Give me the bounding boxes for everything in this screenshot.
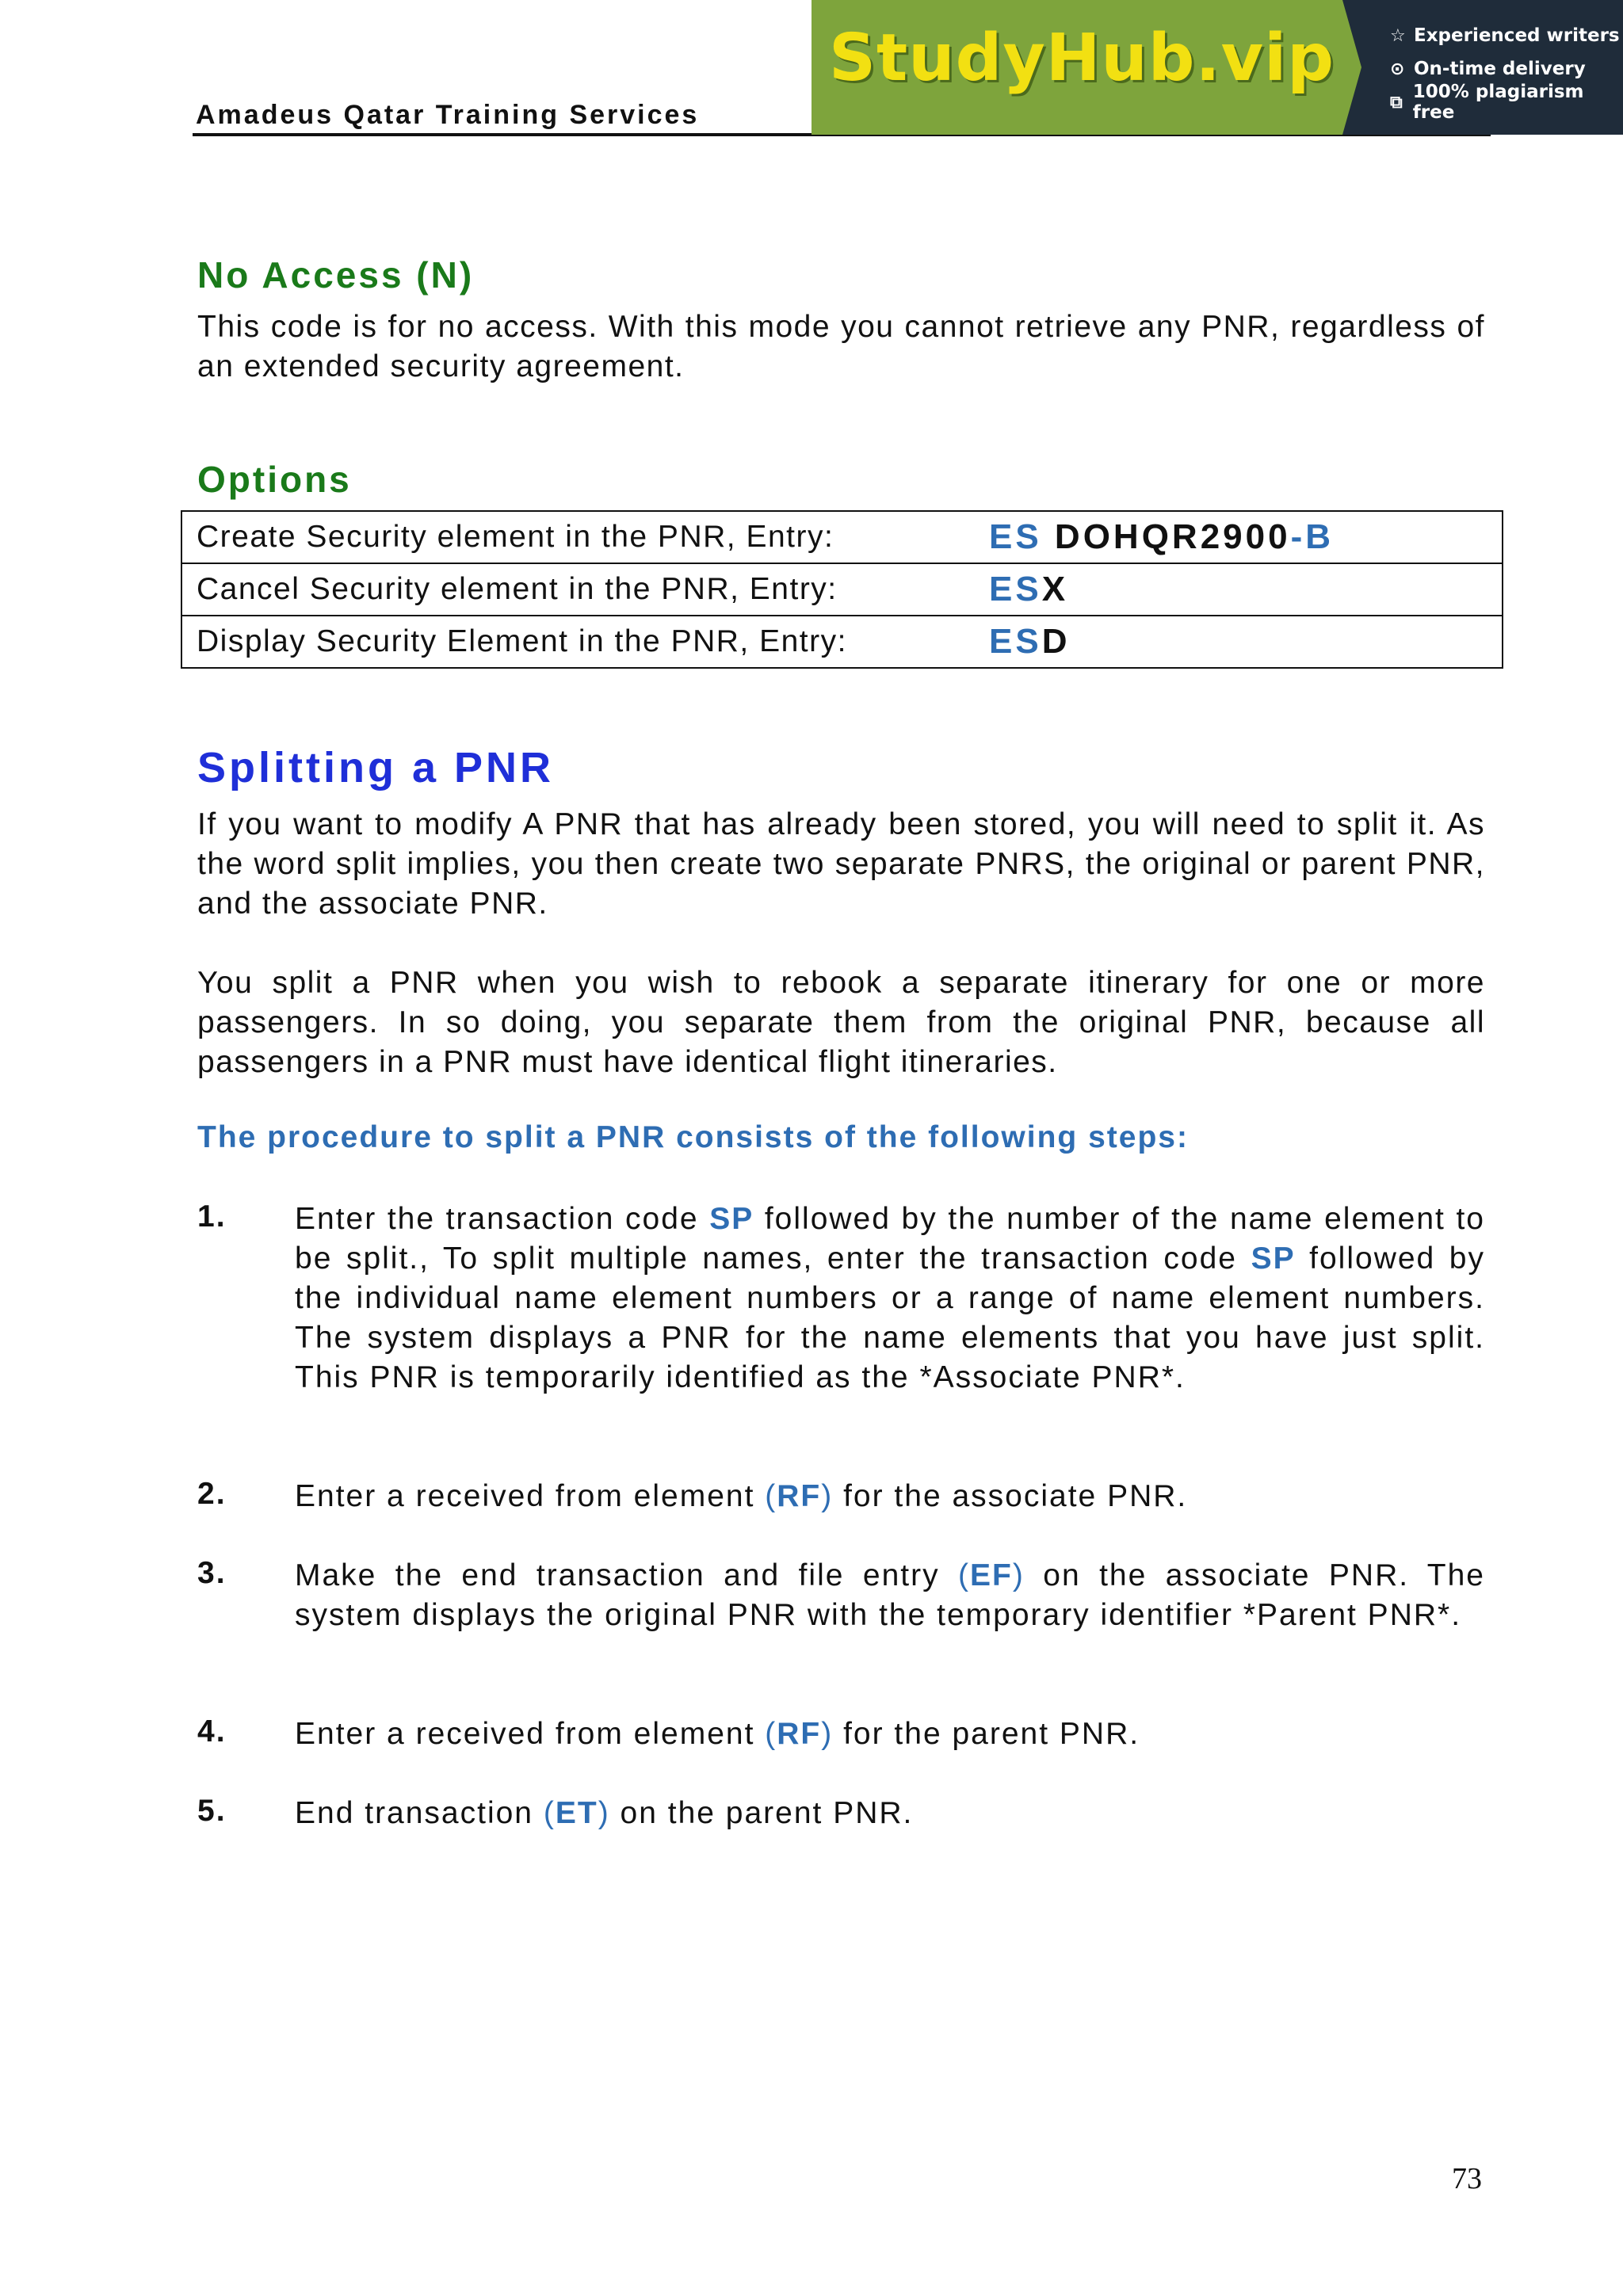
step-text [295, 1714, 1485, 1754]
paren: ) [1012, 1558, 1025, 1592]
banner-feature [1390, 52, 1623, 86]
command-code: RF [777, 1717, 822, 1751]
step-number: 4. [197, 1714, 227, 1749]
banner-feature [1390, 19, 1623, 52]
command-prefix: ES [989, 570, 1042, 608]
command-code: SP [709, 1202, 754, 1236]
paren: ) [821, 1717, 834, 1751]
step-text-part: followed by the individual name element numbers or a range of name element numbers. The system displays a PNR for the name elements that you have just split. This PNR is temporarily identified as the *Associate PNR*. [295, 1241, 1485, 1394]
studyhub-banner[interactable] [812, 0, 1623, 135]
command-code: SP [1251, 1241, 1296, 1276]
command-prefix: ES [989, 517, 1042, 556]
step-text-part: Make the end transaction and file entry [295, 1558, 959, 1592]
star-icon: ☆ [1390, 25, 1406, 46]
no-access-heading: No Access (N) [197, 254, 475, 296]
option-label: Cancel Security element in the PNR, Entry: [181, 563, 989, 616]
step-text-part: followed by the number of the name element to be split., To split multiple names, enter the transaction code [295, 1202, 1485, 1276]
option-command [989, 563, 1503, 616]
step-text [295, 1556, 1485, 1635]
step-text-part: on the associate PNR. The system displays the original PNR with the temporary identifier *Parent PNR*. [295, 1558, 1485, 1632]
copy-icon: ⧉ [1390, 92, 1403, 113]
table-row [181, 511, 1503, 563]
page-number: 73 [1452, 2162, 1482, 2195]
step-text [295, 1199, 1485, 1398]
banner-feature [1390, 82, 1623, 123]
splitting-heading: Splitting a PNR [197, 744, 554, 791]
step-number: 5. [197, 1794, 227, 1828]
splitting-para-1: If you want to modify A PNR that has already been stored, you will need to split it. As the word split implies, you then create two separate PNRS, the original or parent PNR, and the associate PNR. [197, 807, 1485, 921]
command-main: DOHQR2900 [1041, 517, 1291, 556]
paren: ( [765, 1479, 777, 1513]
option-label: Display Security Element in the PNR, Entry: [181, 616, 989, 668]
paren: ( [543, 1796, 556, 1830]
step-text-part: Enter a received from element [295, 1479, 766, 1513]
splitting-para-2: You split a PNR when you wish to rebook a separate itinerary for one or more passengers. In so doing, you separate them from the original PNR, because all passengers in a PNR must have identical flight itineraries. [197, 966, 1485, 1079]
step-text-part: Enter the transaction code [295, 1202, 710, 1236]
paren: ) [598, 1796, 610, 1830]
step-text-part: Enter a received from element [295, 1717, 766, 1751]
table-row [181, 616, 1503, 668]
command-main: D [1041, 622, 1071, 661]
paren: ) [821, 1479, 834, 1513]
banner-feature-label: On-time delivery [1414, 59, 1586, 79]
command-code: EF [970, 1558, 1013, 1592]
step-text-part: for the parent PNR. [833, 1717, 1140, 1751]
option-command [989, 511, 1503, 563]
step-text-part: on the parent PNR. [609, 1796, 914, 1830]
clock-icon: ⊙ [1390, 59, 1405, 79]
options-table [181, 510, 1503, 669]
step-number: 3. [197, 1556, 227, 1590]
banner-arrow-shape [1342, 0, 1361, 135]
paren: ( [765, 1717, 777, 1751]
command-main: X [1041, 570, 1069, 608]
step-text [295, 1794, 1485, 1833]
banner-features [1342, 0, 1623, 135]
command-code: ET [555, 1796, 598, 1830]
step-text-part: for the associate PNR. [833, 1479, 1188, 1513]
command-prefix: ES [989, 622, 1042, 661]
banner-logo[interactable] [812, 0, 1342, 135]
command-code: RF [777, 1479, 822, 1513]
header-title: Amadeus Qatar Training Services [196, 100, 700, 130]
command-dash: - [1290, 517, 1306, 556]
table-row [181, 563, 1503, 616]
paren: ( [958, 1558, 971, 1592]
procedure-heading: The procedure to split a PNR consists of the following steps: [197, 1120, 1189, 1154]
banner-feature-label: 100% plagiarism free [1412, 82, 1584, 123]
options-heading: Options [197, 459, 352, 500]
step-number: 2. [197, 1477, 227, 1511]
step-text [295, 1477, 1485, 1516]
banner-feature-label: Experienced writers [1414, 25, 1620, 46]
step-number: 1. [197, 1199, 227, 1234]
option-label: Create Security element in the PNR, Entry: [181, 511, 989, 563]
no-access-text: This code is for no access. With this mode you cannot retrieve any PNR, regardless of an extended security agreement. [197, 310, 1485, 383]
step-text-part: End transaction [295, 1796, 544, 1830]
command-suffix: B [1305, 517, 1335, 556]
option-command [989, 616, 1503, 668]
banner-logo-text: StudyHub.vip [829, 21, 1335, 96]
